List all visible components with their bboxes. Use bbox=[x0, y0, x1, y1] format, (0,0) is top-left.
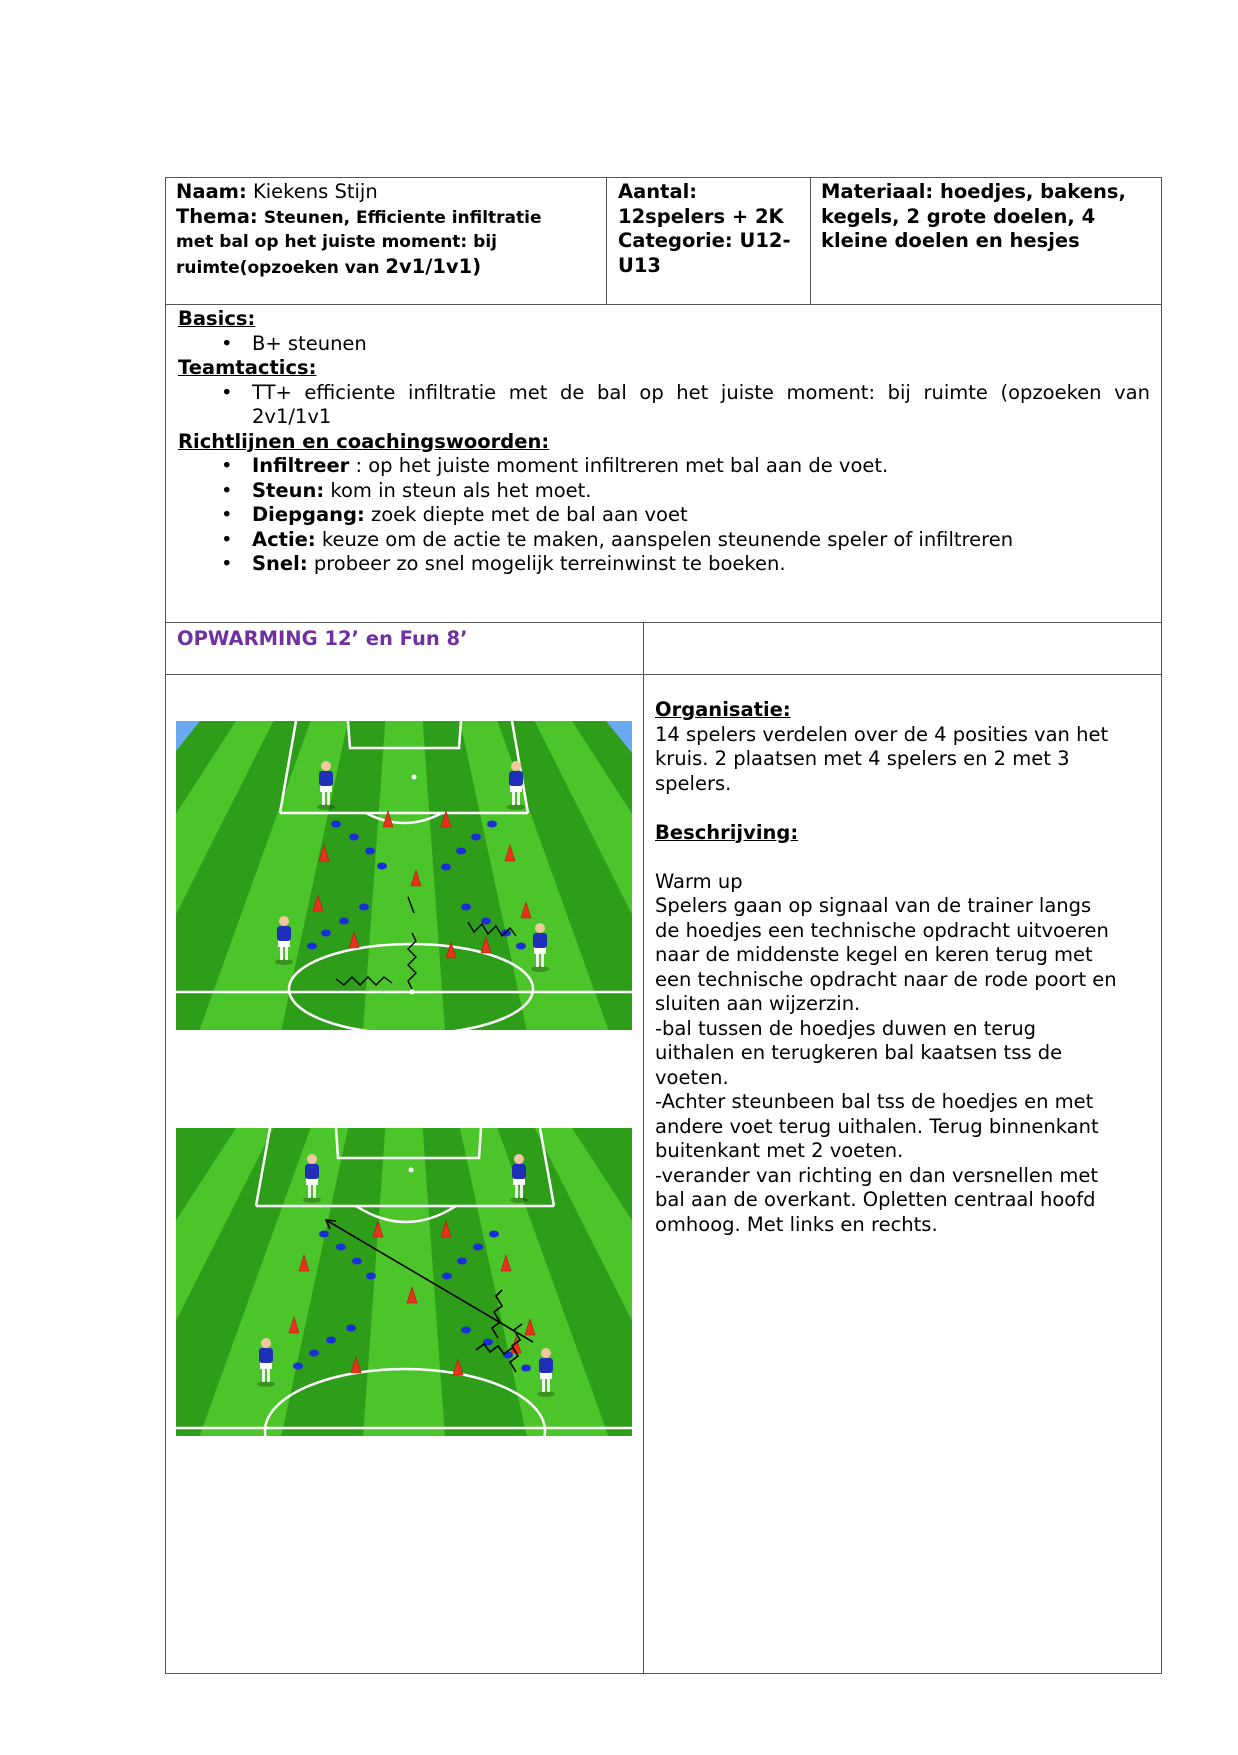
description-cell bbox=[643, 674, 1162, 1674]
marker-icon bbox=[293, 1363, 303, 1370]
thema-line3a: ruimte(opzoeken van bbox=[176, 257, 386, 278]
coaching-item bbox=[178, 528, 1150, 553]
beschrijving-line: andere voet terug uithalen. Terug binnenkant bbox=[655, 1114, 1099, 1138]
coaching-text: probeer zo snel mogelijk terreinwinst te boeken. bbox=[307, 552, 786, 575]
marker-icon bbox=[516, 943, 526, 950]
thema-label: Thema: bbox=[176, 204, 258, 228]
player-shorts bbox=[260, 1362, 272, 1369]
marker-icon bbox=[309, 1350, 319, 1357]
pitch-diagram-1 bbox=[176, 721, 632, 1030]
beschrijving-line: de hoedjes een technische opdracht uitvoeren bbox=[655, 918, 1109, 942]
player-head bbox=[261, 1338, 271, 1348]
grass-stripes bbox=[176, 1128, 632, 1436]
beschrijving-line: naar de middenste kegel en keren terug met bbox=[655, 943, 1093, 966]
header-cell-naam bbox=[165, 177, 607, 305]
header-cell-materiaal bbox=[810, 177, 1162, 305]
player-shadow bbox=[317, 804, 335, 810]
marker-icon bbox=[365, 848, 375, 855]
marker-icon bbox=[366, 1273, 376, 1280]
teamtactics-item bbox=[178, 381, 1150, 430]
aantal-label: Aantal: bbox=[618, 180, 698, 203]
basics-title: Basics: bbox=[178, 307, 256, 330]
thema-line2: met bal op het juiste moment: bij bbox=[176, 232, 497, 252]
section-title: OPWARMING 12’ en Fun 8’ bbox=[177, 627, 468, 650]
player-shirt bbox=[305, 1164, 319, 1179]
marker-icon bbox=[339, 918, 349, 925]
marker-icon bbox=[503, 1352, 513, 1359]
marker-icon bbox=[336, 1244, 346, 1251]
player-shirt bbox=[539, 1358, 553, 1373]
materiaal-line3: kleine doelen en hesjes bbox=[821, 229, 1080, 252]
beschrijving-line: Spelers gaan op signaal van de trainer langs bbox=[655, 894, 1092, 917]
marker-icon bbox=[471, 834, 481, 841]
naam-label: Naam: bbox=[176, 180, 247, 203]
coaching-text: zoek diepte met de bal aan voet bbox=[364, 503, 688, 526]
player-shirt bbox=[277, 926, 291, 941]
teamtactics-title: Teamtactics: bbox=[178, 356, 317, 379]
beschrijving-title: Beschrijving: bbox=[655, 820, 799, 844]
player-shorts bbox=[306, 1178, 318, 1185]
beschrijving-line: -verander van richting en dan versnellen met bbox=[655, 1163, 1099, 1187]
marker-icon bbox=[461, 1327, 471, 1334]
beschrijving-line: voeten. bbox=[655, 1065, 729, 1089]
header-cell-aantal bbox=[606, 177, 811, 305]
marker-icon bbox=[377, 863, 387, 870]
beschrijving-line: uithalen en terugkeren bal kaatsen tss de bbox=[655, 1041, 1063, 1064]
coaching-item bbox=[178, 454, 1150, 479]
drill-diagram-1 bbox=[176, 721, 632, 1030]
aantal-value: 12spelers + 2K bbox=[618, 204, 784, 228]
coaching-term: Actie: bbox=[252, 527, 316, 551]
marker-icon bbox=[442, 1273, 452, 1280]
player-head bbox=[279, 916, 289, 926]
coaching-term: Snel: bbox=[252, 552, 308, 575]
thema-line1: Steunen, Efficiente infiltratie bbox=[263, 207, 542, 228]
player-head bbox=[321, 761, 331, 771]
marker-icon bbox=[461, 904, 471, 911]
marker-icon bbox=[473, 1244, 483, 1251]
marker-icon bbox=[321, 930, 331, 937]
beschrijving-line: -bal tussen de hoedjes duwen en terug bbox=[655, 1016, 1037, 1040]
player-head bbox=[535, 923, 545, 933]
materiaal-line1: Materiaal: hoedjes, bakens, bbox=[821, 180, 1126, 203]
marker-icon bbox=[489, 1231, 499, 1238]
drill-diagram-2 bbox=[176, 1128, 632, 1436]
penalty-spot bbox=[412, 775, 417, 780]
beschrijving-line: sluiten aan wijzerzin. bbox=[655, 992, 861, 1015]
player-shirt bbox=[512, 1164, 526, 1179]
player-shadow bbox=[303, 1197, 321, 1203]
organisatie-line: 14 spelers verdelen over de 4 posities van het bbox=[655, 722, 1109, 746]
marker-icon bbox=[521, 1365, 531, 1372]
marker-icon bbox=[307, 943, 317, 950]
beschrijving-line: buitenkant met 2 voeten. bbox=[655, 1139, 904, 1162]
materiaal-line2: kegels, 2 grote doelen, 4 bbox=[821, 204, 1096, 228]
coaching-item bbox=[178, 503, 1150, 528]
marker-icon bbox=[346, 1325, 356, 1332]
player-shadow bbox=[507, 804, 525, 810]
player-shadow bbox=[275, 959, 293, 965]
player-shadow bbox=[531, 966, 549, 972]
coaching-text: : op het juiste moment infiltreren met bal aan de voet. bbox=[349, 454, 889, 477]
objectives-cell bbox=[165, 304, 1162, 623]
beschrijving-line: Warm up bbox=[655, 869, 743, 893]
beschrijving-line: -Achter steunbeen bal tss de hoedjes en met bbox=[655, 1090, 1094, 1113]
player-shorts bbox=[540, 1372, 552, 1379]
organisatie-title: Organisatie: bbox=[655, 698, 791, 721]
marker-icon bbox=[319, 1231, 329, 1238]
categorie-label: Categorie: U12- bbox=[618, 229, 791, 252]
marker-icon bbox=[481, 918, 491, 925]
penalty-spot bbox=[409, 1168, 414, 1173]
player-head bbox=[541, 1348, 551, 1358]
organisatie-line: kruis. 2 plaatsen met 4 spelers en 2 met 3 bbox=[655, 747, 1070, 770]
player-shorts bbox=[513, 1178, 525, 1185]
organisatie-line: spelers. bbox=[655, 771, 732, 795]
player-shorts bbox=[278, 940, 290, 947]
coaching-item bbox=[178, 552, 1150, 577]
player-shorts bbox=[510, 785, 522, 792]
marker-icon bbox=[359, 904, 369, 911]
marker-icon bbox=[331, 821, 341, 828]
player-head bbox=[511, 761, 521, 771]
marker-icon bbox=[352, 1258, 362, 1265]
player-shirt bbox=[509, 771, 523, 786]
player-shadow bbox=[537, 1391, 555, 1397]
marker-icon bbox=[349, 834, 359, 841]
beschrijving-text bbox=[655, 870, 1149, 1238]
centre-spot bbox=[410, 990, 415, 995]
coaching-list bbox=[178, 454, 1150, 577]
coaching-text: kom in steun als het moet. bbox=[324, 478, 592, 502]
coaching-term: Diepgang: bbox=[252, 503, 365, 526]
player-head bbox=[307, 1154, 317, 1164]
organisatie-text bbox=[655, 723, 1149, 797]
beschrijving-line: omhoog. Met links en rechts. bbox=[655, 1212, 938, 1236]
naam-value: Kiekens Stijn bbox=[252, 180, 378, 203]
categorie-value: U13 bbox=[618, 253, 661, 277]
player-shirt bbox=[259, 1348, 273, 1363]
marker-icon bbox=[441, 864, 451, 871]
coaching-item bbox=[178, 479, 1150, 504]
player-shorts bbox=[320, 785, 332, 792]
beschrijving-line: een technische opdracht naar de rode poort en bbox=[655, 967, 1117, 991]
marker-icon bbox=[487, 821, 497, 828]
teamtactics-line2: 2v1/1v1 bbox=[252, 405, 332, 428]
player-shorts bbox=[534, 947, 546, 954]
player-shadow bbox=[257, 1381, 275, 1387]
beschrijving-line: bal aan de overkant. Opletten centraal hoofd bbox=[655, 1188, 1096, 1211]
basics-item: • B+ steunen bbox=[178, 332, 1150, 357]
section-empty-cell bbox=[643, 622, 1162, 675]
thema-line3b: 2v1/1v1) bbox=[385, 254, 482, 278]
player-shirt bbox=[533, 933, 547, 948]
grass-stripes bbox=[176, 721, 632, 1030]
marker-icon bbox=[457, 1258, 467, 1265]
coaching-text: keuze om de actie te maken, aanspelen steunende speler of infiltreren bbox=[315, 527, 1014, 551]
teamtactics-line1: • TT+ efficiente infiltratie met de bal op het juiste moment: bij ruimte (opzoeken van bbox=[252, 380, 1150, 404]
marker-icon bbox=[326, 1337, 336, 1344]
pitch-diagram-2 bbox=[176, 1128, 632, 1436]
section-title-cell bbox=[165, 622, 644, 675]
marker-icon bbox=[456, 848, 466, 855]
player-shadow bbox=[510, 1197, 528, 1203]
coaching-title: Richtlijnen en coachingswoorden: bbox=[178, 429, 550, 453]
teamtactics-list bbox=[178, 381, 1150, 430]
player-head bbox=[514, 1154, 524, 1164]
coaching-term: Steun: bbox=[252, 478, 325, 502]
coaching-term: Infiltreer bbox=[252, 454, 350, 477]
player-shirt bbox=[319, 771, 333, 786]
basics-list bbox=[178, 332, 1150, 357]
